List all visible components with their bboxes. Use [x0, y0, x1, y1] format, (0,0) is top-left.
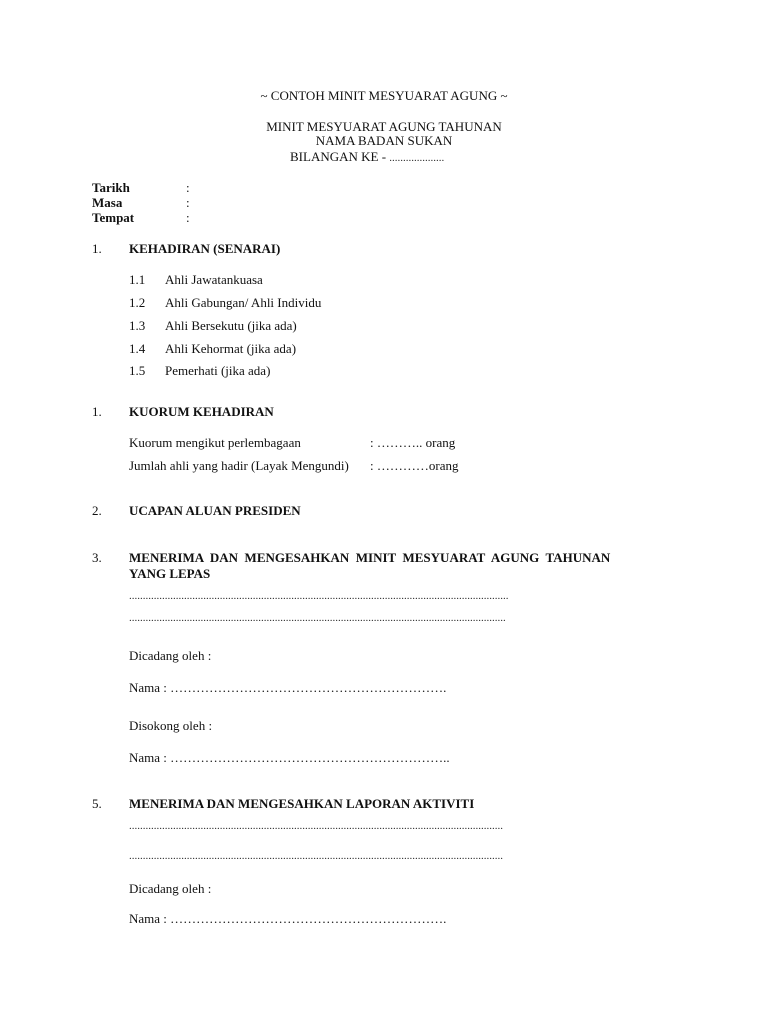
section-3-dots-line-1: ..........................................................................................................................................	[129, 590, 509, 602]
kuorum-constitution-value: : ……….. orang	[370, 435, 456, 450]
section-3-title-line-2: YANG LEPAS	[129, 566, 211, 581]
section-5-number: 5.	[92, 796, 102, 811]
attendance-item-num: 1.3	[129, 318, 146, 333]
members-present-value: : …………orang	[370, 458, 459, 473]
attendance-item-num: 1.2	[129, 295, 146, 310]
members-present-label: Jumlah ahli yang hadir (Layak Mengundi)	[129, 458, 349, 473]
section-1-number: 1.	[92, 241, 102, 256]
section-2-title: UCAPAN ALUAN PRESIDEN	[129, 503, 301, 518]
kuorum-number: 1.	[92, 404, 102, 419]
section-5-dots-line-1: ........................................................................................................................................	[129, 820, 503, 832]
tempat-label: Tempat	[92, 210, 135, 225]
attendance-item-num: 1.5	[129, 363, 146, 378]
tarikh-colon: :	[186, 180, 190, 195]
tempat-colon: :	[186, 210, 190, 225]
document-title-line-1: MINIT MESYUARAT AGUNG TAHUNAN	[266, 119, 502, 134]
attendance-item-text: Ahli Bersekutu (jika ada)	[165, 318, 297, 333]
section-5-dots-line-2: ........................................................................................................................................	[129, 850, 503, 862]
attendance-item-text: Ahli Jawatankuasa	[165, 272, 263, 287]
attendance-item-num: 1.4	[129, 341, 146, 356]
attendance-item-text: Pemerhati (jika ada)	[165, 363, 271, 378]
attendance-item-text: Ahli Kehormat (jika ada)	[165, 341, 297, 356]
section-3-dots-line-2: .........................................................................................................................................	[129, 612, 506, 624]
bilangan-label: BILANGAN KE -	[290, 149, 387, 164]
section-1-title: KEHADIRAN (SENARAI)	[129, 241, 281, 256]
section-3-number: 3.	[92, 550, 102, 565]
section-5-dicadang-label: Dicadang oleh :	[129, 881, 212, 896]
section-5-title: MENERIMA DAN MENGESAHKAN LAPORAN AKTIVITI	[129, 796, 475, 811]
masa-label: Masa	[92, 195, 123, 210]
section-5-nama: Nama : ……………………………………………………….	[129, 911, 447, 926]
bilangan-dots: ....................	[389, 152, 445, 164]
section-3-nama-2: Nama : ………………………………………………………..	[129, 750, 450, 765]
section-2-number: 2.	[92, 503, 102, 518]
section-3-nama-1: Nama : ……………………………………………………….	[129, 680, 447, 695]
section-3-title-line-1: MENERIMA DAN MENGESAHKAN MINIT MESYUARAT AGUNG TAHUNAN	[129, 550, 611, 565]
kuorum-constitution-label: Kuorum mengikut perlembagaan	[129, 435, 301, 450]
attendance-item-text: Ahli Gabungan/ Ahli Individu	[165, 295, 322, 310]
tarikh-label: Tarikh	[92, 180, 130, 195]
section-3-dicadang-label: Dicadang oleh :	[129, 648, 212, 663]
kuorum-title: KUORUM KEHADIRAN	[129, 404, 274, 419]
document-subtitle: ~ CONTOH MINIT MESYUARAT AGUNG ~	[260, 88, 508, 103]
masa-colon: :	[186, 195, 190, 210]
document-title-line-2: NAMA BADAN SUKAN	[315, 133, 453, 148]
attendance-item-num: 1.1	[129, 272, 146, 287]
bilangan-line	[290, 149, 444, 165]
section-3-disokong-label: Disokong oleh :	[129, 718, 213, 733]
